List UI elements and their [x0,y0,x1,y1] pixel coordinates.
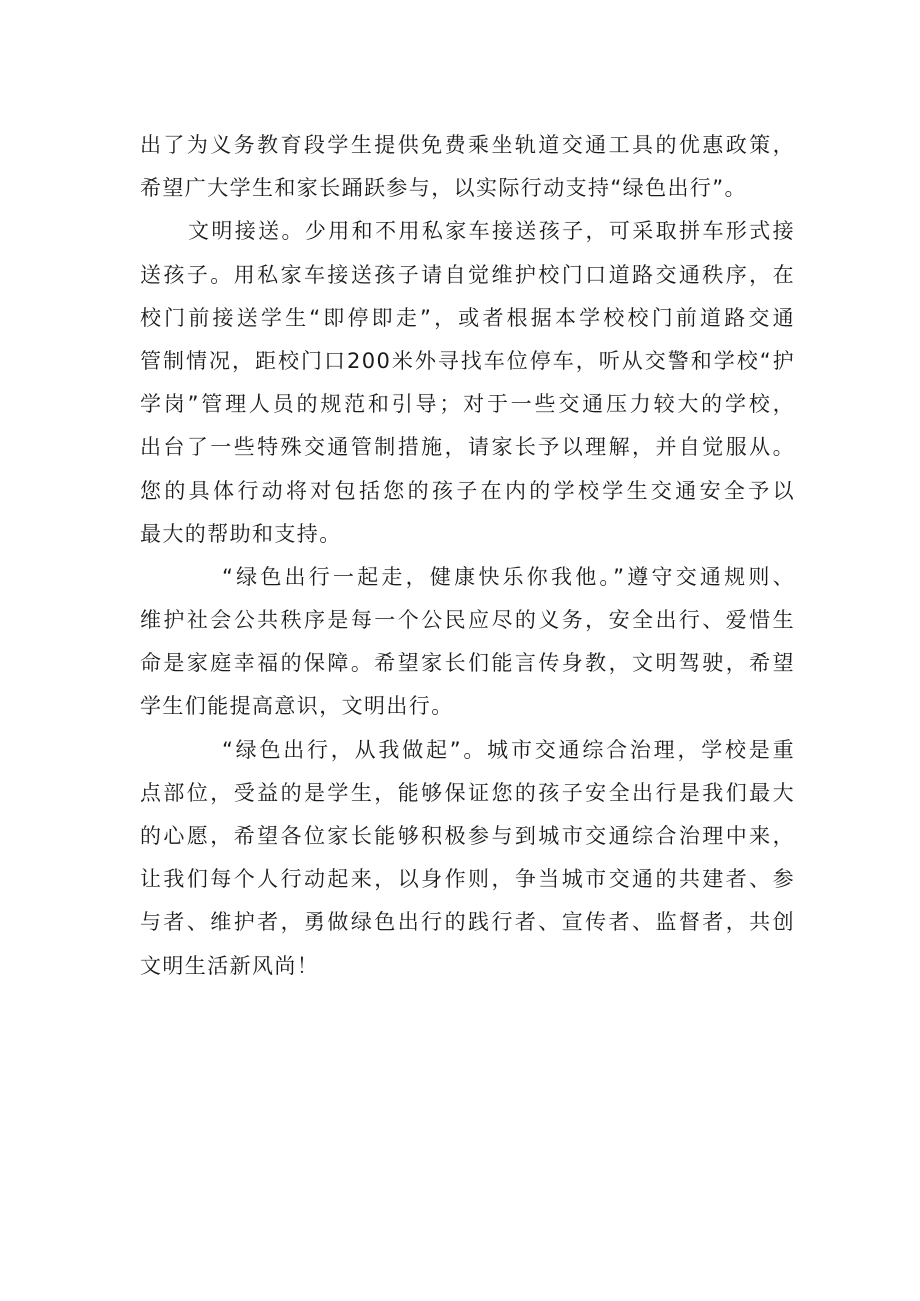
text-line: 维护社会公共秩序是每一个公民应尽的义务，安全出行、爱惜生 [140,608,795,633]
text-line: 学岗”管理人员的规范和引导；对于一些交通压力较大的学校， [140,392,795,417]
text-line: 出了为义务教育段学生提供免费乘坐轨道交通工具的优惠政策， [140,133,795,157]
text-line: 与者、维护者，勇做绿色出行的践行者、宣传者、监督者，共创 [140,910,795,935]
text-line: “绿色出行，从我做起”。城市交通综合治理，学校是重 [222,737,795,762]
text-line: “绿色出行一起走，健康快乐你我他。”遵守交通规则、 [222,564,795,589]
text-line: 送孩子。用私家车接送孩子请自觉维护校门口道路交通秩序，在 [140,262,795,287]
text-line: 学生们能提高意识，文明出行。 [140,694,454,719]
text-line: 点部位，受益的是学生，能够保证您的孩子安全出行是我们最大 [140,780,795,805]
text-line: 出台了一些特殊交通管制措施，请家长予以理解，并自觉服从。 [140,435,795,460]
paragraph-3 [140,556,795,729]
text-line: 您的具体行动将对包括您的孩子在内的学校学生交通安全予以 [140,478,795,503]
text-line: 管制情况，距校门口200米外寻找车位停车，听从交警和学校“护 [140,348,795,373]
text-line: 文明接送。少用和不用私家车接送孩子，可采取拼车形式接 [188,219,795,244]
document-body [140,124,795,988]
text-line: 校门前接送学生“即停即走”，或者根据本学校校门前道路交通 [140,305,795,330]
text-line: 希望广大学生和家长踊跃参与，以实际行动支持“绿色出行”。 [140,176,747,201]
text-line: 的心愿，希望各位家长能够积极参与到城市交通综合治理中来， [140,824,795,848]
paragraph-2 [140,210,795,556]
text-line: 最大的帮助和支持。 [140,521,342,546]
paragraph-4 [140,729,795,988]
text-line: 命是家庭幸福的保障。希望家长们能言传身教，文明驾驶，希望 [140,651,795,676]
text-line: 文明生活新风尚！ [140,953,320,978]
text-line: 让我们每个人行动起来，以身作则，争当城市交通的共建者、参 [140,867,795,892]
paragraph-1 [140,124,795,210]
